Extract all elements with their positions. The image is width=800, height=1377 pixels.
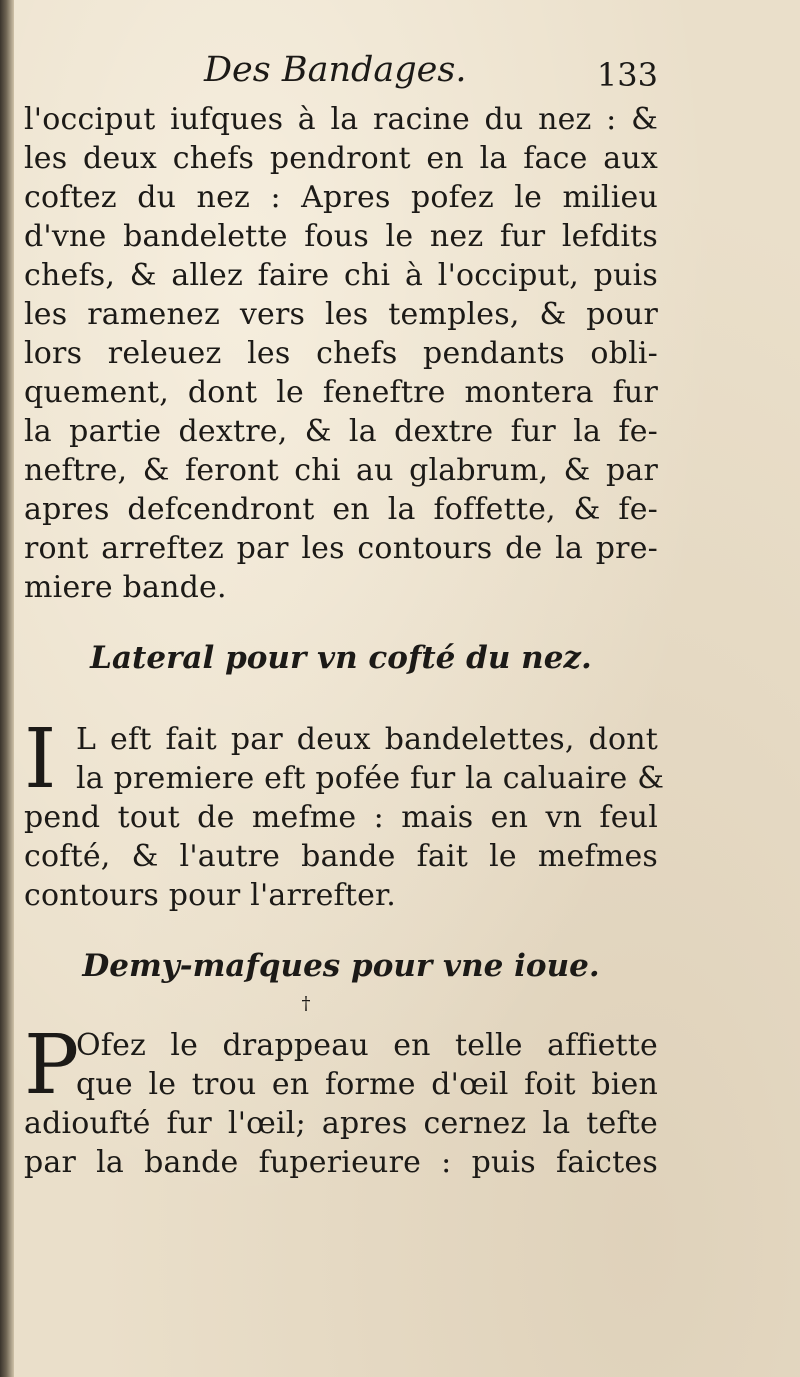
ornament-dagger: †	[301, 993, 311, 1014]
text-line: l'occiput iufques à la racine du nez : &	[24, 102, 658, 137]
text-line: cofté, & l'autre bande fait le mefmes	[24, 839, 658, 874]
text-line: que le trou en forme d'œil foit bien	[76, 1067, 658, 1102]
text-line: L eft fait par deux bandelettes, dont	[76, 722, 658, 757]
text-line: adioufté fur l'œil; apres cernez la tefte	[24, 1106, 658, 1141]
text-line: quement, dont le feneftre montera fur	[24, 375, 658, 410]
text-line: chefs, & allez faire chi à l'occiput, puis	[24, 258, 658, 293]
text-line: pend tout de mefme : mais en vn feul	[24, 800, 658, 835]
section-heading-demy-masques: Demy-mafques pour vne ioue.	[82, 948, 600, 984]
text-line: par la bande fuperieure : puis faictes	[24, 1145, 658, 1180]
drop-cap: I	[24, 712, 57, 807]
paragraph-lateral	[24, 712, 665, 915]
text-line: les ramenez vers les temples, & pour	[24, 297, 658, 332]
opening-paragraph	[24, 100, 658, 607]
text-block	[24, 50, 665, 1182]
text-line: d'vne bandelette fous le nez fur lefdits	[24, 219, 658, 254]
page-gutter	[0, 0, 14, 1377]
text-line: Ofez le drappeau en telle affiette	[76, 1028, 658, 1063]
page-number: 133	[596, 56, 658, 94]
section-heading-lateral: Lateral pour vn cofté du nez.	[90, 640, 592, 676]
text-line: coftez du nez : Apres pofez le milieu	[24, 180, 658, 215]
running-head	[24, 50, 658, 100]
text-line: lors releuez les chefs pendants obli-	[24, 336, 658, 371]
text-line: la partie dextre, & la dextre fur la fe-	[24, 414, 658, 449]
paragraph-demy-masques	[24, 1018, 658, 1182]
text-line: la premiere eft pofée fur la caluaire &	[76, 761, 665, 796]
text-line: miere bande.	[24, 570, 227, 605]
text-line: apres defcendront en la foffette, & fe-	[24, 492, 658, 527]
text-line: ront arreftez par les contours de la pre-	[24, 531, 658, 566]
text-line: neftre, & feront chi au glabrum, & par	[24, 453, 658, 488]
text-line: les deux chefs pendront en la face aux	[24, 141, 658, 176]
drop-cap: P	[24, 1018, 80, 1113]
running-title: Des Bandages.	[204, 50, 467, 90]
text-line: contours pour l'arrefter.	[24, 878, 397, 913]
